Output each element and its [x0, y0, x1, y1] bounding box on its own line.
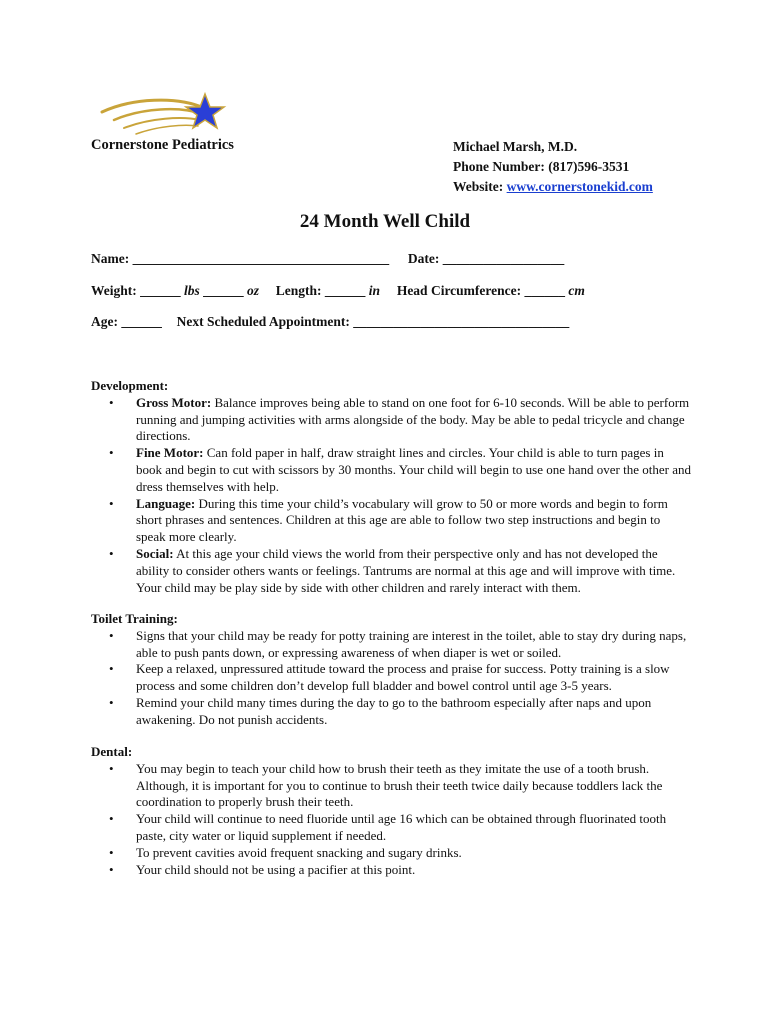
name-label: Name: [91, 251, 130, 266]
development-list [91, 395, 691, 597]
list-item: • You may begin to teach your child how to brush their teeth as they imitate the use of a tooth brush. Although, it is important for you to continue to brush their teeth twice daily because toddlers lack the coordination to properly brush their teeth. [136, 761, 691, 811]
gross-motor-text: Balance improves being able to stand on one foot for 6-10 seconds. Will be able to perform running and jumping activities with arms alongside of the body. May be able to pedal tricycle and change directions. [136, 394, 690, 444]
logo-swoosh-4 [136, 125, 198, 134]
length-field[interactable]: ______ [324, 283, 366, 298]
logo-star [186, 94, 224, 128]
language-label: Language: [136, 495, 196, 511]
logo-swoosh-3 [124, 118, 200, 128]
age-label: Age: [91, 314, 118, 329]
dental-section [91, 744, 691, 878]
lbs-unit: lbs [184, 283, 200, 298]
development-section [91, 378, 691, 596]
contact-block [453, 137, 653, 197]
list-item: • To prevent cavities avoid frequent snacking and sugary drinks. [136, 845, 691, 862]
social-label: Social: [136, 545, 174, 561]
website-link[interactable]: www.cornerstonekid.com [506, 179, 653, 194]
language-text: During this time your child’s vocabulary will grow to 50 or more words and begin to form short phrases and sentences. Children at this age are able to follow two step instructions and begin to speak more clearly. [136, 495, 668, 545]
toilet-training-list [91, 628, 691, 729]
document-title: 24 Month Well Child [299, 211, 471, 232]
oz-unit: oz [247, 283, 260, 298]
development-heading: Development: [91, 378, 169, 393]
in-unit: in [368, 283, 381, 298]
phone-number: Phone Number: (817)596-3531 [453, 159, 630, 174]
weight-lbs-field[interactable]: ______ [140, 283, 181, 298]
weight-label: Weight: [91, 283, 137, 298]
weight-oz-field[interactable]: ______ [203, 283, 244, 298]
list-item: • Your child should not be using a pacifier at this point. [136, 862, 691, 879]
gross-motor-label: Gross Motor: [136, 394, 212, 410]
list-item: • Keep a relaxed, unpressured attitude toward the process and praise for success. Potty training is a slow process and some children don’t develop full bladder and bowel control until age 3-5 years. [136, 661, 691, 695]
practice-name: Cornerstone Pediatrics [91, 137, 234, 153]
date-label: Date: [407, 251, 440, 266]
age-field[interactable]: ______ [121, 314, 162, 329]
appointment-label: Next Scheduled Appointment: [176, 314, 350, 329]
dental-list [91, 761, 691, 879]
social-text: At this age your child views the world from their perspective only and has not developed the ability to consider others wants or feelings. Tantrums are normal at this age and will improve with time. Your child may be play side by side with other children and rarely interact with them. [136, 545, 676, 595]
name-field[interactable]: ______________________________________ [132, 251, 390, 266]
list-item: • Signs that your child may be ready for potty training are interest in the toilet, able to stay dry during naps, able to push pants down, or expressing awareness of when diaper is wet or soiled. [136, 628, 691, 662]
doctor-name: Michael Marsh, M.D. [453, 139, 578, 154]
form-line-age-appointment [91, 314, 569, 330]
list-item [136, 445, 691, 495]
cm-unit: cm [568, 283, 585, 298]
list-item: • Remind your child many times during the day to go to the bathroom especially after naps and upon awakening. Do not punish accidents. [136, 695, 691, 729]
fine-motor-text: Can fold paper in half, draw straight lines and circles. Your child is able to turn pages in book and begin to cut with scissors by 30 months. Your child will begin to use one hand over the other and dress themselves with help. [136, 445, 691, 494]
list-item: • Your child will continue to need fluoride until age 16 which can be obtained through fluorinated tooth paste, city water or liquid supplement if needed. [136, 811, 691, 845]
website-line [453, 177, 653, 197]
list-item [136, 395, 691, 445]
toilet-training-heading: Toilet Training: [91, 611, 178, 626]
head-circumference-field[interactable]: ______ [524, 283, 566, 298]
date-field[interactable]: __________________ [442, 251, 565, 266]
fine-motor-label: Fine Motor: [136, 445, 204, 461]
head-circumference-label: Head Circumference: [396, 283, 522, 298]
appointment-field[interactable]: ________________________________ [353, 314, 570, 329]
dental-heading: Dental: [91, 744, 133, 759]
toilet-training-section [91, 611, 691, 729]
list-item [136, 546, 691, 596]
list-item [136, 496, 691, 546]
form-line-name-date [91, 251, 564, 267]
cornerstone-star-logo [92, 90, 232, 140]
website-label: Website: [453, 179, 504, 194]
form-line-measurements [91, 283, 585, 299]
length-label: Length: [275, 283, 322, 298]
